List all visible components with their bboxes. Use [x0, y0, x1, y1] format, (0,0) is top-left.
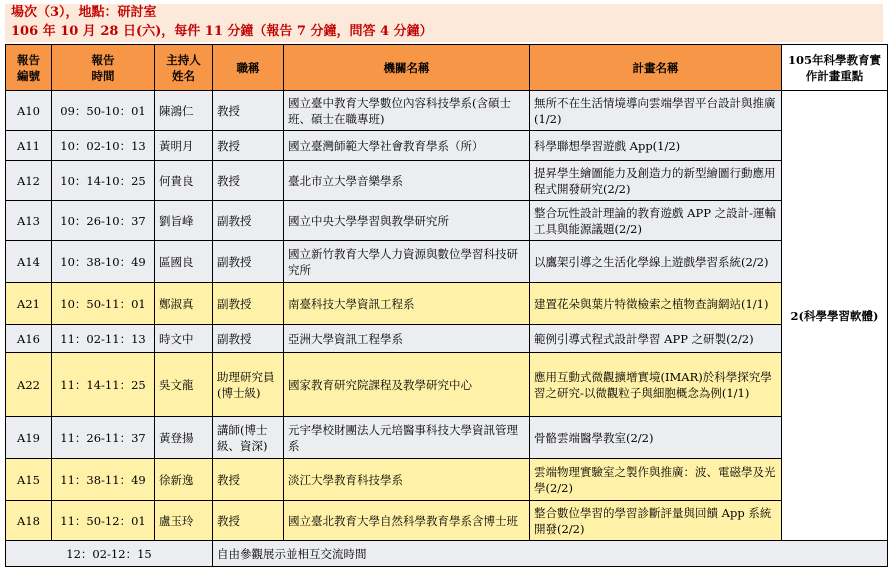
row-time: 11：38-11：49	[52, 459, 155, 501]
row-title: 副教授	[213, 325, 284, 353]
row-id: A18	[6, 501, 52, 541]
row-id: A16	[6, 325, 52, 353]
row-time: 10：14-10：25	[52, 161, 155, 201]
row-title: 教授	[213, 131, 284, 161]
row-org: 國立臺中教育大學數位內容科技學系(含碩士班、碩士在職專班)	[284, 91, 530, 131]
table-row	[6, 241, 888, 283]
session-date-header: 106 年 10 月 28 日(六)，每件 11 分鐘（報告 7 分鐘，問答 4 分鐘）	[5, 23, 883, 42]
row-title: 教授	[213, 459, 284, 501]
row-org: 國立臺北教育大學自然科學教育學系含博士班	[284, 501, 530, 541]
row-plan: 無所不在生活情境導向雲端學習平台設計與推廣(1/2)	[530, 91, 782, 131]
row-time: 09：50-10：01	[52, 91, 155, 131]
row-org: 國立中央大學學習與教學研究所	[284, 201, 530, 241]
row-id: A10	[6, 91, 52, 131]
row-plan: 雲端物理實驗室之製作與推廣：波、電磁學及光學(2/2)	[530, 459, 782, 501]
table-row	[6, 325, 888, 353]
row-host: 時文中	[155, 325, 213, 353]
row-title: 副教授	[213, 201, 284, 241]
row-plan: 範例引導式程式設計學習 APP 之研製(2/2)	[530, 325, 782, 353]
row-time: 11：50-12：01	[52, 501, 155, 541]
row-id: A11	[6, 131, 52, 161]
row-plan: 整合數位學習的學習診斷評量與回饋 App 系統開發(2/2)	[530, 501, 782, 541]
table-row	[6, 131, 888, 161]
row-time: 10：38-10：49	[52, 241, 155, 283]
table-row	[6, 353, 888, 417]
row-plan: 整合玩性設計理論的教育遊戲 APP 之設計-運輸工具與能源議題(2/2)	[530, 201, 782, 241]
row-host: 區國良	[155, 241, 213, 283]
focus-cell: 2(科學學習軟體)	[782, 91, 888, 541]
row-title: 副教授	[213, 241, 284, 283]
col-header-id: 報告 編號	[6, 45, 52, 91]
row-id: A12	[6, 161, 52, 201]
row-org: 亞洲大學資訊工程學系	[284, 325, 530, 353]
row-title: 教授	[213, 91, 284, 131]
row-time: 11：26-11：37	[52, 417, 155, 459]
footer-row	[6, 541, 888, 567]
table-row	[6, 417, 888, 459]
row-host: 吳文龍	[155, 353, 213, 417]
row-org: 南臺科技大學資訊工程系	[284, 283, 530, 325]
row-plan: 以鷹架引導之生活化學線上遊戲學習系統(2/2)	[530, 241, 782, 283]
col-header-host: 主持人 姓名	[155, 45, 213, 91]
table-header-row	[6, 45, 888, 91]
table-row	[6, 161, 888, 201]
row-org: 國家教育研究院課程及教學研究中心	[284, 353, 530, 417]
row-title: 講師(博士級、資深)	[213, 417, 284, 459]
row-title: 副教授	[213, 283, 284, 325]
row-org: 淡江大學教育科技學系	[284, 459, 530, 501]
row-org: 元宇學校財團法人元培醫事科技大學資訊管理系	[284, 417, 530, 459]
row-host: 徐新逸	[155, 459, 213, 501]
row-time: 10：02-10：13	[52, 131, 155, 161]
row-time: 11：14-11：25	[52, 353, 155, 417]
footer-time: 12：02-12：15	[6, 541, 213, 567]
row-time: 10：50-11：01	[52, 283, 155, 325]
row-title: 助理研究員(博士級)	[213, 353, 284, 417]
table-row	[6, 201, 888, 241]
col-header-title: 職稱	[213, 45, 284, 91]
row-title: 教授	[213, 161, 284, 201]
table-row	[6, 501, 888, 541]
table-row	[6, 459, 888, 501]
footer-text: 自由參觀展示並相互交流時間	[213, 541, 888, 567]
session-location-header: 場次（3），地點：研討室	[5, 4, 883, 23]
row-id: A22	[6, 353, 52, 417]
row-host: 黃明月	[155, 131, 213, 161]
col-header-org: 機關名稱	[284, 45, 530, 91]
row-id: A14	[6, 241, 52, 283]
row-host: 鄭淑真	[155, 283, 213, 325]
row-time: 11：02-11：13	[52, 325, 155, 353]
row-time: 10：26-10：37	[52, 201, 155, 241]
row-plan: 建置花朵與葉片特徵檢索之植物查詢網站(1/1)	[530, 283, 782, 325]
row-plan: 提昇學生繪圖能力及創造力的新型繪圖行動應用 程式開發研究(2/2)	[530, 161, 782, 201]
row-org: 國立新竹教育大學人力資源與數位學習科技研究所	[284, 241, 530, 283]
col-header-plan: 計畫名稱	[530, 45, 782, 91]
table-row	[6, 91, 888, 131]
row-id: A19	[6, 417, 52, 459]
schedule-table	[5, 44, 888, 567]
row-plan: 骨骼雲端醫學教室(2/2)	[530, 417, 782, 459]
row-id: A13	[6, 201, 52, 241]
col-header-time: 報告 時間	[52, 45, 155, 91]
row-plan: 科學聯想學習遊戲 App(1/2)	[530, 131, 782, 161]
row-host: 陳鴻仁	[155, 91, 213, 131]
row-host: 盧玉玲	[155, 501, 213, 541]
table-row	[6, 283, 888, 325]
row-id: A15	[6, 459, 52, 501]
row-host: 劉旨峰	[155, 201, 213, 241]
row-title: 教授	[213, 501, 284, 541]
col-header-focus: 105年科學教育實 作計畫重點	[782, 45, 888, 91]
row-plan: 應用互動式微觀擴增實境(IMAR)於科學探究學習之研究-以微觀粒子與細胞概念為例(1/1)	[530, 353, 782, 417]
row-org: 國立臺灣師範大學社會教育學系（所）	[284, 131, 530, 161]
row-host: 何貴良	[155, 161, 213, 201]
row-host: 黃登揚	[155, 417, 213, 459]
row-org: 臺北市立大學音樂學系	[284, 161, 530, 201]
row-id: A21	[6, 283, 52, 325]
